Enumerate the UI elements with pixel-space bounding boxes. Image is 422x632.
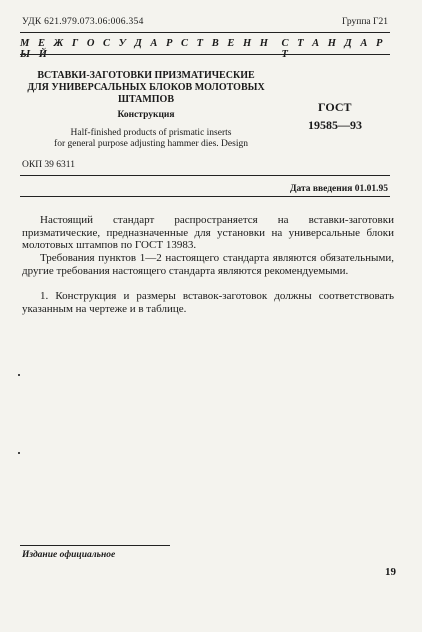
gost-label: ГОСТ [318, 100, 352, 114]
title-line: ДЛЯ УНИВЕРСАЛЬНЫХ БЛОКОВ МОЛОТОВЫХ [27, 82, 265, 93]
date-rule [20, 196, 390, 197]
footer-rule [20, 545, 170, 546]
document-title [26, 70, 266, 106]
scan-speck [18, 452, 20, 454]
group-code: Группа Г21 [341, 17, 388, 27]
effective-date: Дата введения 01.01.95 [289, 184, 388, 194]
english-title-line: for general purpose adjusting hammer dies. Design [54, 139, 248, 149]
okp-code: ОКП 39 6311 [22, 160, 75, 170]
page-number: 19 [385, 566, 396, 578]
english-title-line: Half-finished products of prismatic inserts [70, 128, 232, 138]
official-edition-note: Издание официальное [22, 550, 116, 560]
paragraph-requirements: Требования пунктов 1—2 настоящего стандарта являются обязательными, другие требования настоящего стандарта являются рекомендуемыми. [22, 252, 394, 277]
middle-rule [20, 175, 390, 176]
title-line: ВСТАВКИ-ЗАГОТОВКИ ПРИЗМАТИЧЕСКИЕ [37, 70, 255, 81]
banner-word-standard: С Т А Н Д А Р Т [281, 38, 386, 60]
english-title [26, 128, 276, 150]
scan-speck [18, 374, 20, 376]
top-rule [20, 32, 390, 33]
paragraph-design: 1. Конструкция и размеры вставок-заготовок должны соответствовать указанным на чертеже и в таблице. [22, 290, 394, 315]
banner-word-interstate: М Е Ж Г О С У Д А Р С Т В Е Н Н Ы Й [20, 38, 271, 60]
standard-banner [20, 38, 390, 60]
title-line: ШТАМПОВ [117, 94, 175, 105]
gost-number: 19585—93 [308, 118, 362, 132]
banner-bottom-rule [20, 54, 390, 55]
paragraph-scope: Настоящий стандарт распространяется на вставки-заготовки призматические, предназначенные для установки на универсальные блоки молотовых штампов по ГОСТ 13983. [22, 214, 394, 251]
udk-code: УДК 621.979.073.06:006.354 [22, 17, 144, 27]
document-subtitle: Конструкция [117, 110, 175, 120]
